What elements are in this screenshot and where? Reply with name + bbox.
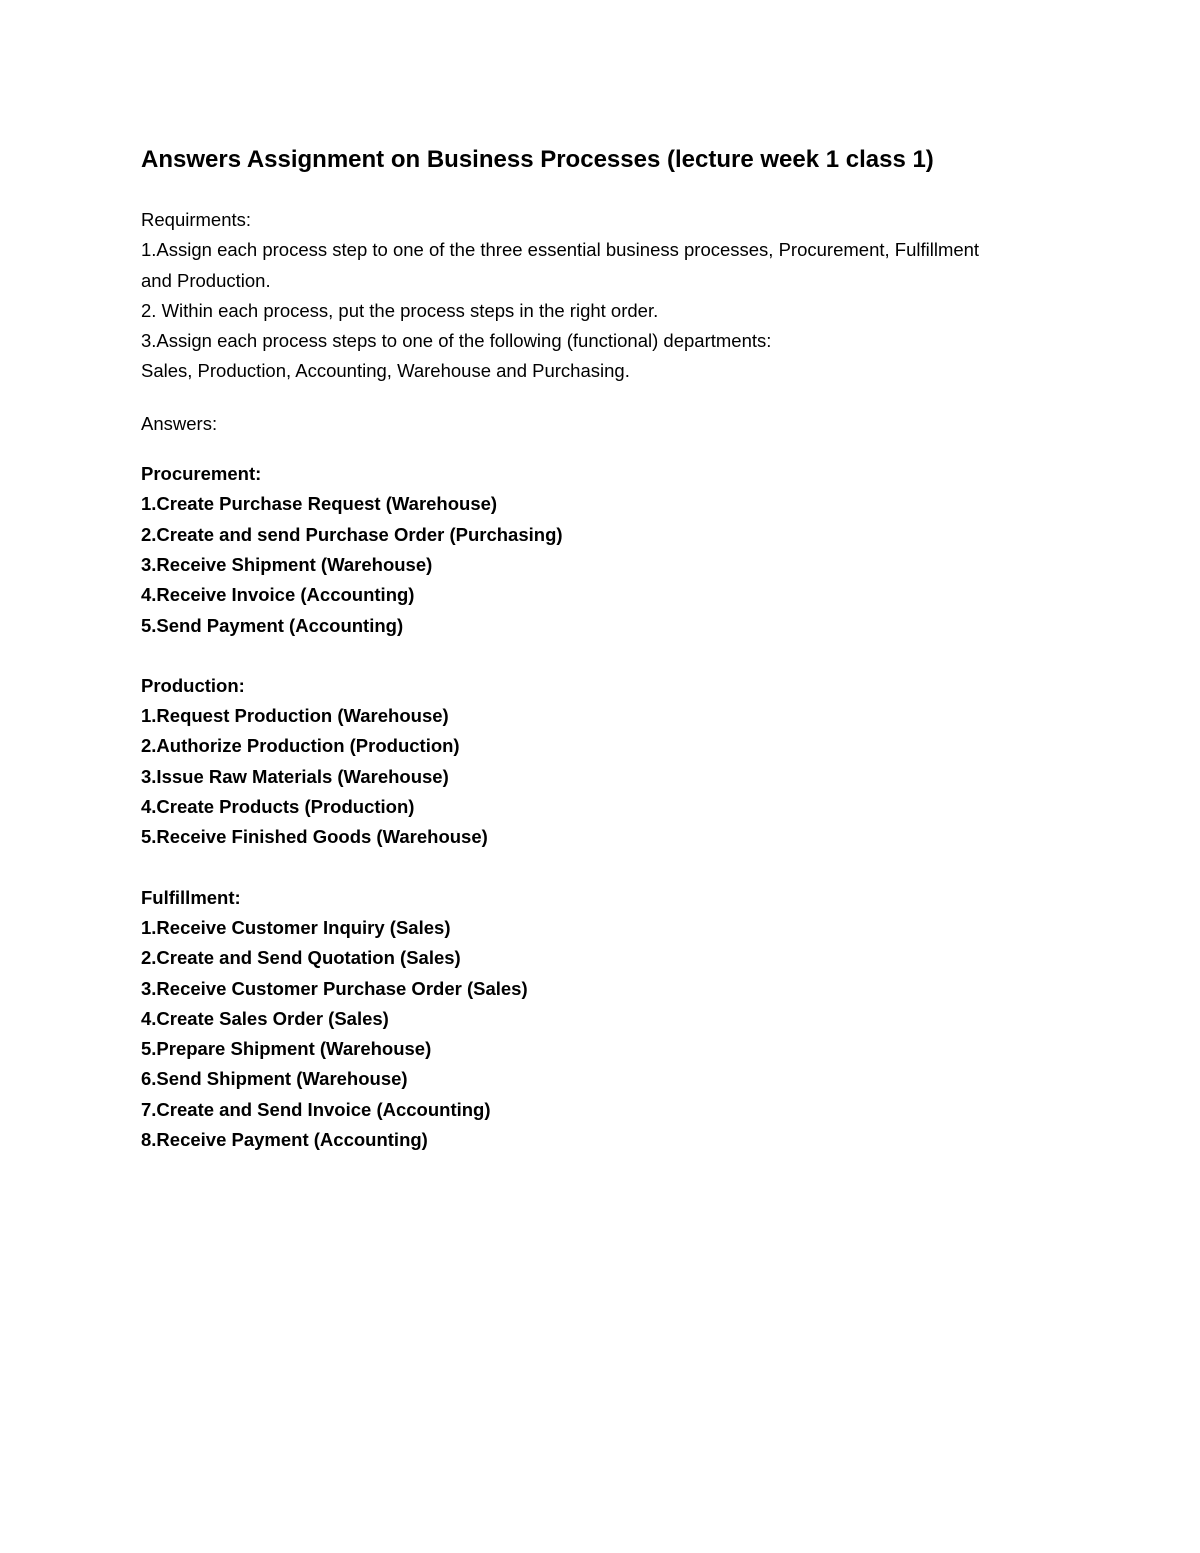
process-step: 5.Send Payment (Accounting) bbox=[141, 614, 404, 636]
process-step: 4.Create Sales Order (Sales) bbox=[141, 1007, 389, 1029]
section-heading: Procurement: bbox=[141, 463, 262, 485]
requirement-line: Sales, Production, Accounting, Warehouse and Purchasing. bbox=[141, 360, 630, 382]
section-procurement bbox=[141, 459, 1041, 641]
process-step: 3.Receive Shipment (Warehouse) bbox=[141, 553, 433, 575]
process-step: 2.Authorize Production (Production) bbox=[141, 735, 460, 757]
process-step: 4.Receive Invoice (Accounting) bbox=[141, 584, 415, 606]
process-step: 1.Create Purchase Request (Warehouse) bbox=[141, 493, 498, 515]
requirement-line: 3.Assign each process steps to one of the following (functional) departments: bbox=[141, 330, 772, 352]
process-step: 6.Send Shipment (Warehouse) bbox=[141, 1068, 408, 1090]
section-production bbox=[141, 671, 1041, 853]
requirements-block bbox=[141, 205, 1041, 387]
process-step: 2.Create and send Purchase Order (Purchasing) bbox=[141, 523, 563, 545]
process-step: 1.Receive Customer Inquiry (Sales) bbox=[141, 916, 451, 938]
process-step: 4.Create Products (Production) bbox=[141, 796, 415, 818]
requirement-line: and Production. bbox=[141, 269, 271, 291]
process-step: 5.Receive Finished Goods (Warehouse) bbox=[141, 826, 488, 848]
section-heading: Fulfillment: bbox=[141, 886, 241, 908]
process-step: 3.Receive Customer Purchase Order (Sales) bbox=[141, 977, 528, 999]
process-step: 1.Request Production (Warehouse) bbox=[141, 705, 449, 727]
document-title: Answers Assignment on Business Processes (lecture week 1 class 1) bbox=[141, 146, 934, 173]
section-heading: Production: bbox=[141, 674, 245, 696]
process-step: 2.Create and Send Quotation (Sales) bbox=[141, 947, 461, 969]
requirement-line: 1.Assign each process step to one of the three essential business processes, Procurement, Fulfillment bbox=[141, 239, 980, 261]
process-step: 7.Create and Send Invoice (Accounting) bbox=[141, 1098, 491, 1120]
requirement-line: 2. Within each process, put the process steps in the right order. bbox=[141, 299, 659, 321]
answers-label: Answers: bbox=[141, 412, 218, 434]
process-step: 8.Receive Payment (Accounting) bbox=[141, 1129, 428, 1151]
process-step: 3.Issue Raw Materials (Warehouse) bbox=[141, 765, 449, 787]
process-step: 5.Prepare Shipment (Warehouse) bbox=[141, 1038, 432, 1060]
document-body bbox=[141, 143, 1041, 1155]
section-fulfillment bbox=[141, 883, 1041, 1156]
requirements-heading: Requirments: bbox=[141, 209, 252, 230]
